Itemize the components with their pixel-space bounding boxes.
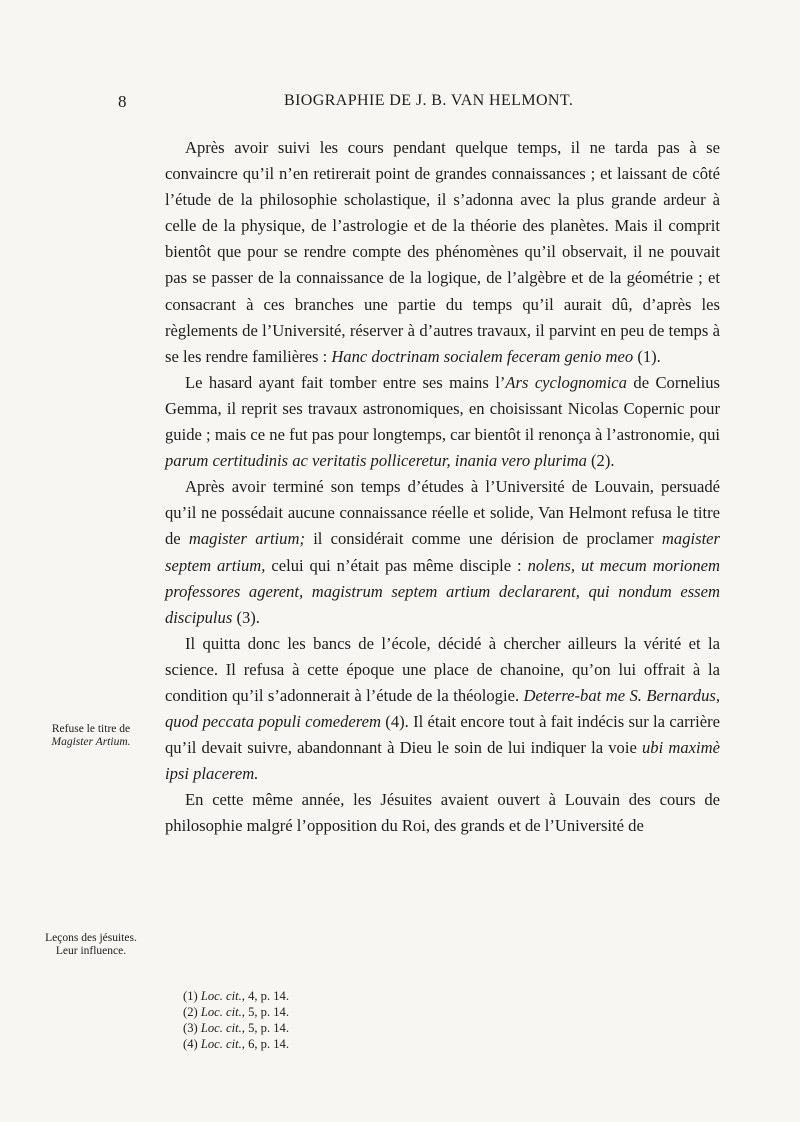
footnote: (3) Loc. cit., 5, p. 14. — [183, 1021, 289, 1035]
margin-note-line: Leur influence. — [55, 945, 127, 957]
text-run: (2). — [586, 451, 615, 471]
margin-note-jesuites — [27, 932, 155, 958]
footnote: (2) Loc. cit., 5, p. 14. — [183, 1005, 289, 1019]
text-run: il considérait comme une dérision de proclamer — [304, 529, 662, 549]
latin-quote: nolens, ut mecum morionem professores agerent, magistrum septem artium declararent, qui nondum essem discipulus — [165, 555, 721, 627]
body-text — [165, 135, 720, 840]
footnotes — [183, 988, 683, 1052]
text-run: (1). — [633, 346, 661, 366]
latin-quote: magister septem artium, — [165, 529, 720, 575]
text-run: celui qui n’était pas même disciple : — [265, 555, 528, 575]
footnote: (1) Loc. cit., 4, p. 14. — [183, 989, 289, 1003]
text-run: Il quitta donc les bancs de l’école, décidé à chercher ailleurs la vérité et la science. Il refusa à cette époque une place de chanoine, qu’on lui offrait à la condition qu’il s’adonnerait à l’étude de la théologie. — [165, 633, 720, 705]
text-run: En cette même année, les Jésuites avaient ouvert à Louvain des cours de philosophie malgré l’opposition du Roi, des grands et de l’Université de — [165, 790, 720, 836]
paragraph — [165, 370, 720, 474]
page-number: 8 — [118, 92, 127, 111]
footnote: (4) Loc. cit., 6, p. 14. — [183, 1037, 289, 1051]
text-run: Après avoir terminé son temps d’études à l’Université de Louvain, persuadé qu’il ne possédait aucune connaissance réelle et solide, Van Helmont refusa le titre de — [165, 477, 720, 549]
latin-quote: Ars cyclognomica — [505, 372, 627, 392]
paragraph — [165, 474, 720, 631]
latin-quote: ubi maximè ipsi placerem. — [165, 738, 720, 784]
running-title: BIOGRAPHIE DE J. B. VAN HELMONT. — [284, 92, 574, 109]
paragraph — [165, 135, 720, 370]
margin-note-magister — [27, 723, 155, 749]
latin-quote: Deterre-bat me S. Bernardus, quod peccata populi comederem — [165, 685, 720, 732]
latin-quote: magister artium; — [188, 529, 305, 549]
text-run: (4). Il était encore tout à fait indécis sur la carrière qu’il devait suivre, abandonnant à Dieu le soin de lui indiquer la voie — [165, 712, 720, 758]
latin-quote: parum certitudinis ac veritatis polliceretur, inania vero plurima — [165, 451, 587, 471]
latin-quote: Hanc doctrinam socialem feceram genio meo — [331, 346, 634, 366]
paragraph — [165, 787, 720, 839]
text-run: Le hasard ayant fait tomber entre ses mains l’ — [185, 372, 506, 392]
text-run: Après avoir suivi les cours pendant quelque temps, il ne tarda pas à se convaincre qu’il n’en retirerait point de grandes connaissances ; et laissant de côté l’étude de la philosophie scholastique, il s’adonna avec la plus grande ardeur à celle de la physique, de l’astrologie et de la théorie des planètes. Mais il comprit bientôt que pour se rendre compte des phénomènes qu’il observait, il ne pouvait pas se passer de la connaissance de la logique, de l’algèbre et de la géométrie ; et consacrant à ces branches une partie du temps qu’il aurait dû, d’après les règlements de l’Université, réserver à d’autres travaux, il parvint en peu de temps à se les rendre familières : — [165, 138, 720, 366]
margin-note-line: Magister Artium. — [51, 736, 131, 748]
page-header — [0, 92, 800, 116]
text-run: (3). — [232, 607, 260, 627]
paragraph — [165, 631, 720, 788]
margin-note-line: Leçons des jésuites. — [45, 932, 137, 944]
text-run: de Cornelius Gemma, il reprit ses travaux astronomiques, en choisissant Nicolas Copernic pour guide ; mais ce ne fut pas pour longtemps, car bientôt il renonça à l’astronomie, qui — [165, 372, 720, 445]
margin-note-line: Refuse le titre de — [51, 723, 131, 735]
